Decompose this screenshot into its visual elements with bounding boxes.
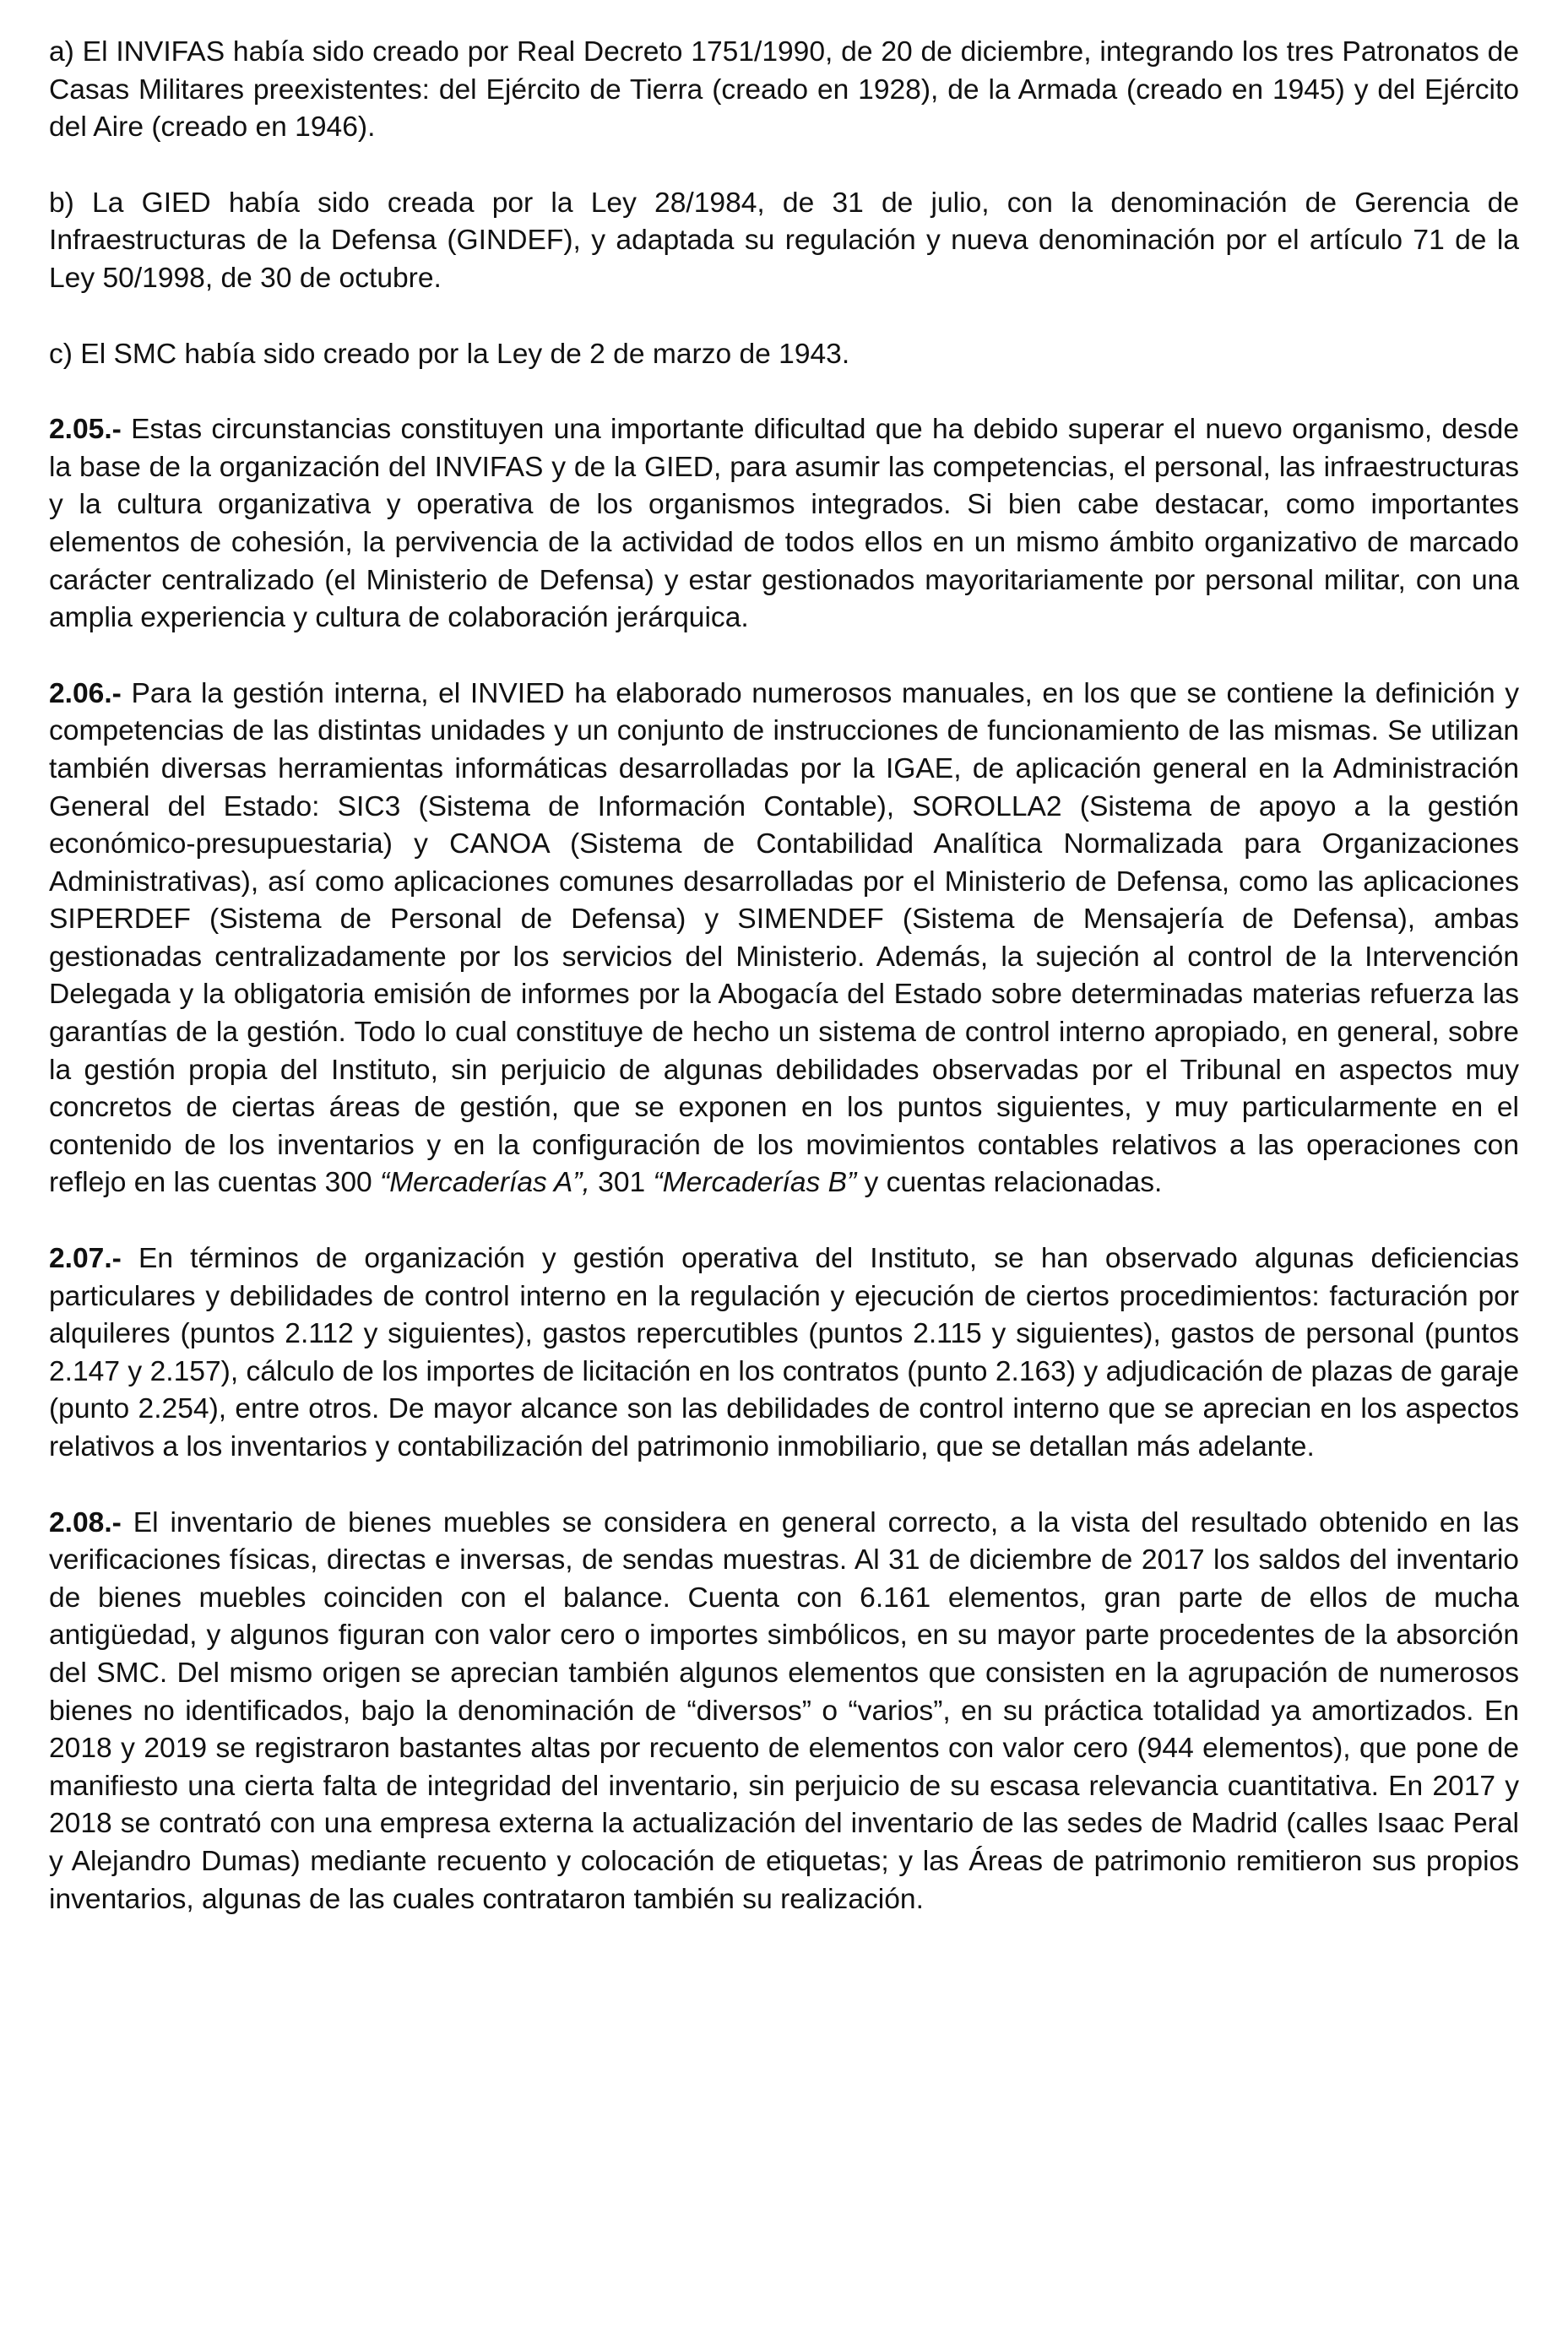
paragraph-a: a) El INVIFAS había sido creado por Real Decreto 1751/1990, de 20 de diciembre, integrando los tres Patronatos de Casas Militares preexistentes: del Ejército de Tierra (creado en 1928), de la Armada (creado en 1945) y del Ejército del Aire (creado en 1946).	[49, 36, 1519, 144]
paragraph-number: 2.06.-	[49, 677, 122, 709]
paragraph-2-08	[49, 1505, 1519, 1919]
paragraph-number: 2.07.-	[49, 1243, 122, 1275]
paragraph-2-05	[49, 411, 1519, 638]
paragraph-number: 2.05.-	[49, 414, 122, 446]
paragraph-text: Estas circunstancias constituyen una importante dificultad que ha debido superar el nuevo organismo, desde la base de la organización del INVIFAS y de la GIED, para asumir las competencias, el personal, las infraestructuras y la cultura organizativa y operativa de los organismos integrados. Si bien cabe destacar, como importantes elementos de cohesión, la pervivencia de la actividad de todos ellos en un mismo ámbito organizativo de marcado carácter centralizado (el Ministerio de Defensa) y estar gestionados mayoritariamente por personal militar, con una amplia experiencia y cultura de colaboración jerárquica.	[49, 414, 1519, 634]
paragraph-c: c) El SMC había sido creado por la Ley de 2 de marzo de 1943.	[49, 338, 850, 370]
paragraph-text: El inventario de bienes muebles se considera en general correcto, a la vista del resultado obtenido en las verificaciones físicas, directas e inversas, de sendas muestras. Al 31 de diciembre de 2017 los saldos del inventario de bienes muebles coinciden con el balance. Cuenta con 6.161 elementos, gran parte de ellos de mucha antigüedad, y algunos figuran con valor cero o importes simbólicos, en su mayor parte procedentes de la absorción del SMC. Del mismo origen se aprecian también algunos elementos que consisten en la agrupación de numerosos bienes no identificados, bajo la denominación de “diversos” o “varios”, en su práctica totalidad ya amortizados. En 2018 y 2019 se registraron bastantes altas por recuento de elementos con valor cero (944 elementos), que pone de manifiesto una cierta falta de integridad del inventario, sin perjuicio de su escasa relevancia cuantitativa. En 2017 y 2018 se contrató con una empresa externa la actualización del inventario de las sedes de Madrid (calles Isaac Peral y Alejandro Dumas) mediante recuento y colocación de etiquetas; y las Áreas de patrimonio remitieron sus propios inventarios, algunas de las cuales contrataron también su realización.	[49, 1506, 1519, 1915]
paragraph-text: 301	[589, 1167, 654, 1199]
paragraph-text: Para la gestión interna, el INVIED ha elaborado numerosos manuales, en los que se contiene la definición y competencias de las distintas unidades y un conjunto de instrucciones de funcionamiento de las mismas. Se utilizan también diversas herramientas informáticas desarrolladas por la IGAE, de aplicación general en la Administración General del Estado: SIC3 (Sistema de Información Contable), SOROLLA2 (Sistema de apoyo a la gestión económico-presupuestaria) y CANOA (Sistema de Contabilidad Analítica Normalizada para Organizaciones Administrativas), así como aplicaciones comunes desarrolladas por el Ministerio de Defensa, como las aplicaciones SIPERDEF (Sistema de Personal de Defensa) y SIMENDEF (Sistema de Mensajería de Defensa), ambas gestionadas centralizadamente por los servicios del Ministerio. Además, la sujeción al control de la Intervención Delegada y la obligatoria emisión de informes por la Abogacía del Estado sobre determinadas materias refuerza las garantías de la gestión. Todo lo cual constituye de hecho un sistema de control interno apropiado, en general, sobre la gestión propia del Instituto, sin perjuicio de algunas debilidades observadas por el Tribunal en aspectos muy concretos de ciertas áreas de gestión, que se exponen en los puntos siguientes, y muy particularmente en el contenido de los inventarios y en la configuración de los movimientos contables relativos a las operaciones con reflejo en las cuentas 300	[49, 677, 1519, 1199]
paragraph-text: y cuentas relacionadas.	[856, 1167, 1163, 1199]
paragraph-2-07	[49, 1240, 1519, 1467]
account-name-mercaderias-a: “Mercaderías A”,	[380, 1167, 590, 1199]
paragraph-2-06	[49, 676, 1519, 1202]
paragraph-text: En términos de organización y gestión operativa del Instituto, se han observado algunas deficiencias particulares y debilidades de control interno en la regulación y ejecución de ciertos procedimientos: facturación por alquileres (puntos 2.112 y siguientes), gastos repercutibles (puntos 2.115 y siguientes), gastos de personal (puntos 2.147 y 2.157), cálculo de los importes de licitación en los contratos (punto 2.163) y adjudicación de plazas de garaje (punto 2.254), entre otros. De mayor alcance son las debilidades de control interno que se aprecian en los aspectos relativos a los inventarios y contabilización del patrimonio inmobiliario, que se detallan más adelante.	[49, 1243, 1519, 1462]
paragraph-number: 2.08.-	[49, 1506, 122, 1538]
paragraph-b: b) La GIED había sido creada por la Ley 28/1984, de 31 de julio, con la denominación de Gerencia de Infraestructuras de la Defensa (GINDEF), y adaptada su regulación y nueva denominación por el artículo 71 de la Ley 50/1998, de 30 de octubre.	[49, 187, 1519, 294]
account-name-mercaderias-b: “Mercaderías B”	[653, 1167, 857, 1199]
